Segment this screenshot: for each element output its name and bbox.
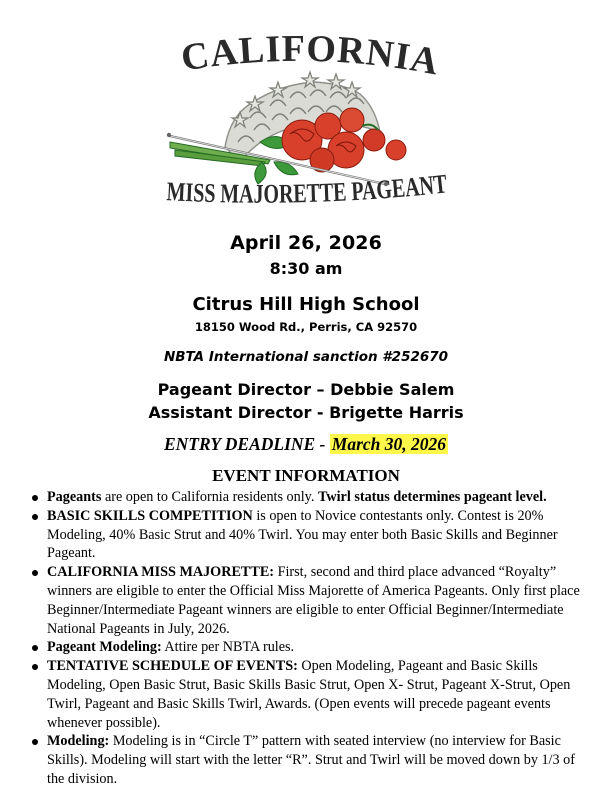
- item-lead: Pageants: [47, 489, 102, 505]
- entry-deadline-label: ENTRY DEADLINE -: [163, 434, 330, 454]
- pageant-logo: [150, 22, 470, 227]
- assistant-director: Assistant Director - Brigette Harris: [148, 403, 464, 422]
- item-text: Open Modeling, Pageant and Basic Skills Modeling, Open Basic Strut, Basic Skills Basic Strut, Open X- Strut, Pageant X-Strut, Open Twirl, Pageant and Basic Skills Twirl, Awards. (Open events will precede pageant events whenever possible).: [47, 658, 571, 731]
- item-text: is open to Novice contestants only. Contest is 20% Modeling, 40% Basic Strut and 40% Twirl. You may enter both Basic Skills and Beginner Pageant.: [47, 507, 558, 562]
- list-item: [47, 507, 582, 563]
- item-text: are open to California residents only.: [101, 489, 318, 505]
- entry-deadline: [0, 434, 612, 455]
- list-item: [47, 732, 582, 788]
- item-text: Attire per NBTA rules.: [161, 639, 295, 656]
- pageant-director: Pageant Director – Debbie Salem: [157, 380, 455, 399]
- list-item: [47, 638, 582, 657]
- item-lead: BASIC SKILLS COMPETITION: [47, 507, 253, 524]
- item-lead: CALIFORNIA MISS MAJORETTE:: [47, 564, 275, 581]
- bullet-icon: [32, 645, 38, 651]
- item-text: First, second and third place advanced “Royalty” winners are eligible to enter the Official Miss Majorette of America Pageants. Only first place Beginner/Intermediate Pageant winners are eligible to enter Official Beginner/Intermediate National Pageants in July, 2026.: [47, 564, 580, 637]
- event-address: 18150 Wood Rd., Perris, CA 92570: [194, 320, 418, 334]
- item-lead: Modeling:: [47, 733, 110, 750]
- event-venue: Citrus Hill High School: [192, 294, 420, 315]
- bullet-icon: [32, 739, 38, 745]
- bullet-icon: [32, 495, 38, 501]
- section-title: EVENT INFORMATION: [212, 466, 400, 485]
- item-emphasis: Twirl status determines pageant level.: [317, 489, 547, 505]
- bullet-icon: [32, 664, 38, 670]
- sanction-number: NBTA International sanction #252670: [163, 349, 449, 365]
- event-time: 8:30 am: [269, 259, 343, 278]
- bullet-icon: [32, 570, 38, 576]
- item-text: Modeling is in “Circle T” pattern with seated interview (no interview for Basic Skills). Modeling will start with the letter “R”. Strut and Twirl will be moved down by 1/3 of the division.: [47, 733, 575, 787]
- entry-deadline-date: March 30, 2026: [331, 434, 447, 454]
- list-item: [47, 563, 582, 638]
- list-item: [47, 488, 582, 507]
- list-item: [47, 657, 582, 732]
- event-info-list: [47, 488, 582, 789]
- item-lead: Pageant Modeling:: [47, 639, 162, 656]
- bullet-icon: [32, 514, 38, 520]
- event-date: April 26, 2026: [230, 232, 382, 254]
- logo-title-bottom: MISS MAJORETTE PAGEANT: [165, 167, 454, 209]
- logo-title-top: CALIFORNIA: [178, 27, 443, 84]
- item-lead: TENTATIVE SCHEDULE OF EVENTS:: [47, 658, 298, 675]
